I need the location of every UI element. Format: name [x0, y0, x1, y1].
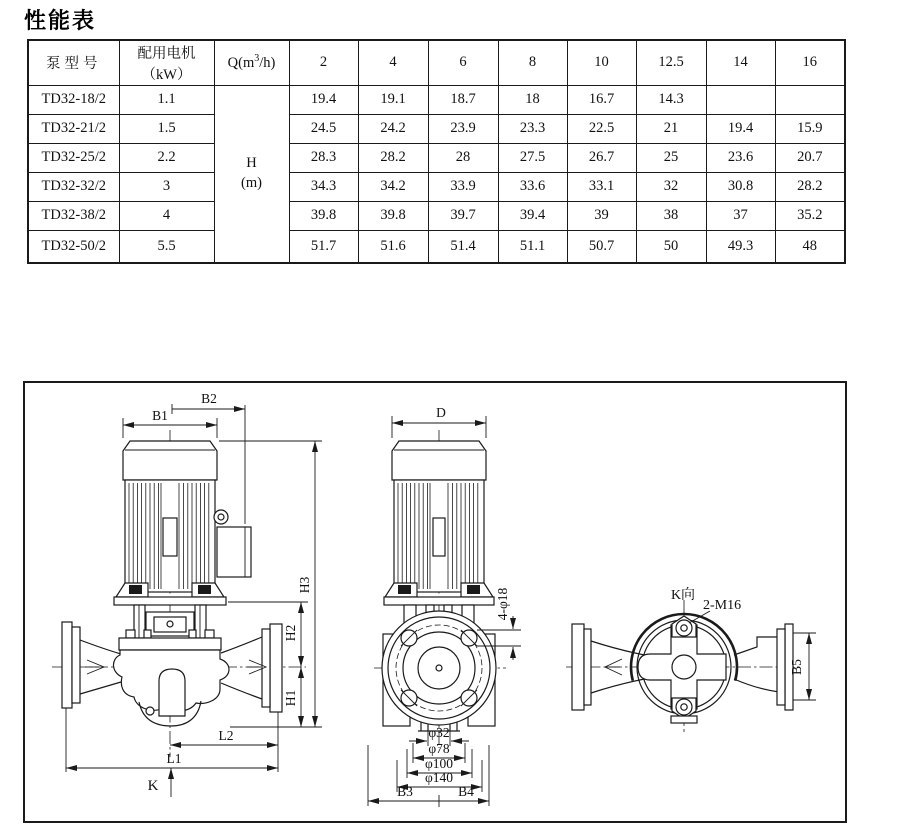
dim-d78: φ78 — [428, 741, 450, 756]
value-cell: 14.3 — [636, 85, 706, 114]
dim-d100: φ100 — [424, 756, 454, 771]
header-flow-12-5: 12.5 — [636, 40, 706, 85]
motor-front — [114, 441, 251, 605]
side-view — [368, 405, 521, 807]
value-cell: 26.7 — [567, 143, 636, 172]
header-flow-2: 2 — [289, 40, 358, 85]
value-cell: 50 — [636, 230, 706, 263]
value-cell: 19.4 — [289, 85, 358, 114]
value-cell: 33.9 — [428, 172, 498, 201]
model-cell: TD32-21/2 — [28, 114, 119, 143]
value-cell: 49.3 — [706, 230, 775, 263]
motor-side — [384, 441, 494, 605]
front-view — [52, 391, 322, 797]
value-cell: 15.9 — [775, 114, 845, 143]
value-cell: 28.2 — [775, 172, 845, 201]
header-flow-4: 4 — [358, 40, 428, 85]
power-cell: 1.5 — [119, 114, 214, 143]
value-cell: 37 — [706, 201, 775, 230]
power-cell: 3 — [119, 172, 214, 201]
model-cell: TD32-18/2 — [28, 85, 119, 114]
value-cell: 30.8 — [706, 172, 775, 201]
value-cell: 24.2 — [358, 114, 428, 143]
value-cell: 28.2 — [358, 143, 428, 172]
header-motor: 配用电机 （kW） — [119, 40, 214, 85]
discharge-flange — [270, 624, 282, 712]
value-cell: 23.9 — [428, 114, 498, 143]
dim-b3: B3 — [397, 784, 413, 799]
value-cell: 33.6 — [498, 172, 567, 201]
value-cell: 27.5 — [498, 143, 567, 172]
header-flow: $Q(m^3/h)$ — [214, 40, 289, 85]
head-unit-cell: H (m) — [214, 85, 289, 263]
power-cell: 4 — [119, 201, 214, 230]
thread-note-leader — [689, 611, 710, 623]
value-cell: 39.8 — [289, 201, 358, 230]
header-flow-8: 8 — [498, 40, 567, 85]
value-cell: 38 — [636, 201, 706, 230]
dim-d140: φ140 — [424, 770, 454, 785]
pump-support-front — [119, 605, 221, 650]
value-cell: 51.1 — [498, 230, 567, 263]
model-cell: TD32-25/2 — [28, 143, 119, 172]
value-cell: 51.6 — [358, 230, 428, 263]
value-cell: 34.2 — [358, 172, 428, 201]
value-cell: 51.4 — [428, 230, 498, 263]
value-cell: 34.3 — [289, 172, 358, 201]
dim-k: K — [147, 778, 159, 794]
page-title: 性能表 — [24, 8, 97, 33]
value-cell: 50.7 — [567, 230, 636, 263]
power-cell: 2.2 — [119, 143, 214, 172]
value-cell: 16.7 — [567, 85, 636, 114]
header-flow-16: 16 — [775, 40, 845, 85]
header-flow-6: 6 — [428, 40, 498, 85]
dim-l2: L2 — [218, 728, 234, 743]
suction-flange — [62, 622, 72, 708]
k-view-label: K向 — [670, 588, 696, 603]
dim-h2: H2 — [283, 624, 298, 642]
value-cell: 28.3 — [289, 143, 358, 172]
dim-h1: H1 — [283, 689, 298, 707]
value-cell: 23.3 — [498, 114, 567, 143]
volute-top — [572, 614, 793, 723]
inlet-flange-face — [382, 611, 496, 725]
value-cell: 18 — [498, 85, 567, 114]
dim-b1: B1 — [152, 408, 168, 423]
value-cell: 25 — [636, 143, 706, 172]
dim-d: D — [436, 405, 446, 420]
dim-d32: φ32 — [428, 725, 450, 740]
value-cell: 35.2 — [775, 201, 845, 230]
power-cell: 1.1 — [119, 85, 214, 114]
power-cell: 5.5 — [119, 230, 214, 263]
header-flow-10: 10 — [567, 40, 636, 85]
thread-note: 2-M16 — [703, 598, 742, 613]
dim-bolt-note: 4-φ18 — [495, 587, 510, 621]
dim-b5: B5 — [789, 659, 804, 675]
model-cell: TD32-32/2 — [28, 172, 119, 201]
header-model: 泵型号 — [28, 40, 119, 85]
pump-side — [382, 605, 496, 731]
dim-l1: L1 — [166, 751, 182, 766]
value-cell: 39.7 — [428, 201, 498, 230]
header-flow-14: 14 — [706, 40, 775, 85]
value-cell: 20.7 — [775, 143, 845, 172]
value-cell: 19.4 — [706, 114, 775, 143]
value-cell: 33.1 — [567, 172, 636, 201]
terminal-box — [217, 527, 251, 577]
value-cell: 24.5 — [289, 114, 358, 143]
value-cell: 48 — [775, 230, 845, 263]
value-cell: 32 — [636, 172, 706, 201]
value-cell: 39.8 — [358, 201, 428, 230]
k-view — [566, 587, 816, 732]
model-cell: TD32-38/2 — [28, 201, 119, 230]
value-cell: 18.7 — [428, 85, 498, 114]
value-cell: 21 — [636, 114, 706, 143]
value-cell: 23.6 — [706, 143, 775, 172]
value-cell: 22.5 — [567, 114, 636, 143]
value-cell: 19.1 — [358, 85, 428, 114]
dim-h3: H3 — [297, 576, 312, 594]
dim-b4: B4 — [458, 784, 474, 799]
value-cell: 39 — [567, 201, 636, 230]
value-cell: 39.4 — [498, 201, 567, 230]
value-cell: 51.7 — [289, 230, 358, 263]
dim-b2: B2 — [201, 391, 217, 406]
model-cell: TD32-50/2 — [28, 230, 119, 263]
value-cell: 28 — [428, 143, 498, 172]
